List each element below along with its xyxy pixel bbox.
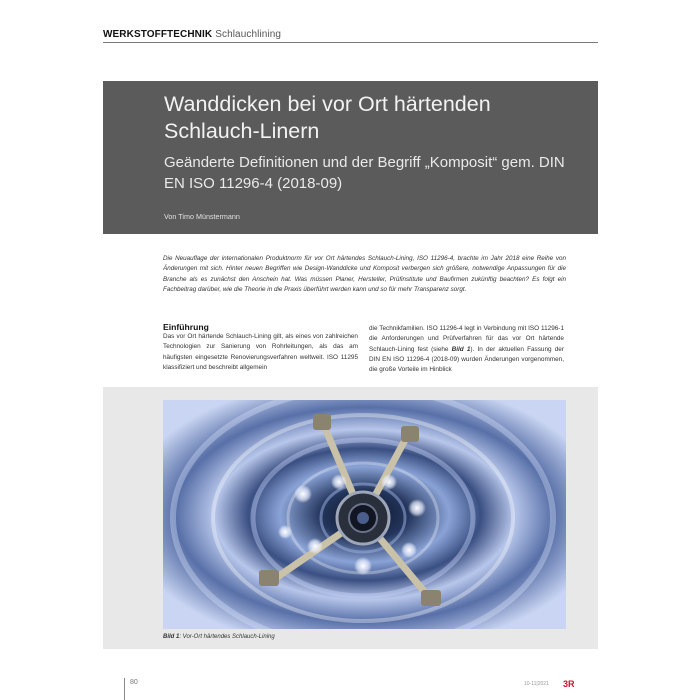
logo-mark: 3R: [563, 679, 575, 688]
body-column-1: [163, 322, 358, 373]
header-divider: [103, 42, 598, 43]
section-topic: Schlauchlining: [215, 29, 282, 40]
article-subtitle: Geänderte Definitionen und der Begriff „Komposit“ gem. DIN EN ISO 11296-4 (2018-09): [164, 154, 565, 192]
figure-caption-label: Bild 1: [163, 634, 180, 640]
article-lead: Die Neuauflage der internationalen Produktnorm für vor Ort härtendes Schlauch-Lining, ISO 11296-4, brachte im Jahr 2018 eine Reihe von Änderungen mit sich. Hinter neuen Begriffen wie Design-Wanddicke und Komposit verbergen sich größere, notwendige Anpassungen für die Branche als es zunächst den Anschein hat. Was müssen Planer, Hersteller, Prüfinstitute und Baufirmen zukünftig beachten? Es folgt ein Fachbeitrag darüber, wie die Theorie in die Praxis überführt werden kann und so für mehr Transparenz sorgt.: [163, 255, 566, 294]
figure-caption: [163, 634, 275, 640]
pipe-lining-photo: [163, 400, 566, 629]
body-text-2b: ). In der aktuellen Fassung der DIN EN ISO 11296-4 (2018-09) wurden Änderungen vorgenommen, die große Vorteile im Hinblick: [369, 345, 564, 374]
body-text-2a: die Technikfamilien. ISO 11296-4 legt in Verbindung mit ISO 11296-1 die Anforderungen und Prüfverfahren für das vor Ort härtende Schlauch-Lining fest (siehe: [369, 325, 564, 353]
title-banner: [103, 81, 598, 234]
article-title: Wanddicken bei vor Ort härtenden Schlauch-Linern: [164, 92, 491, 143]
footer-divider: [124, 678, 125, 700]
figure-caption-text: : Vor-Ort härtendes Schlauch-Lining: [179, 634, 275, 640]
body-column-2: [369, 324, 564, 375]
body-text-1: Das vor Ort härtende Schlauch-Lining gilt, als eines von zahlreichen Technologien zur Sanierung von Rohrleitungen, als das am häufigsten eingesetzte Renovierungsverfahren weltweit. ISO 11295 klassifiziert und beschreibt allgemein: [163, 333, 358, 371]
issue-label: 10-11|2021: [524, 681, 549, 687]
article-author: Von Timo Münstermann: [164, 212, 240, 221]
section-heading: Einführung: [163, 322, 209, 332]
section-header: [103, 29, 598, 40]
figure-reference-link: Bild 1: [451, 345, 471, 353]
magazine-logo: [563, 678, 577, 688]
page-number: 80: [130, 679, 138, 686]
section-kicker: WERKSTOFFTECHNIK: [103, 29, 213, 40]
